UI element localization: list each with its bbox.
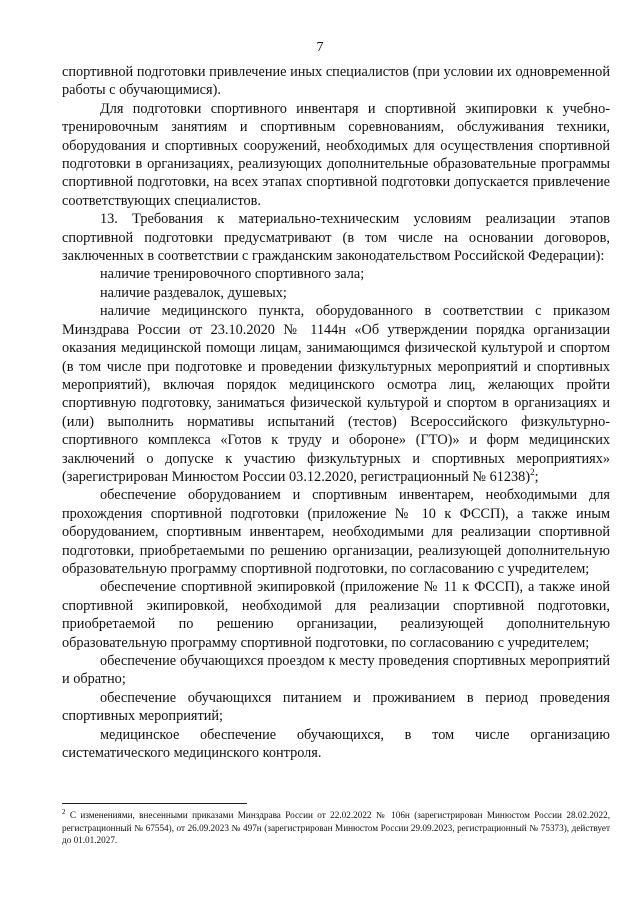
paragraph: обеспечение обучающихся проездом к месту проведения спортивных мероприятий и обратно;	[62, 653, 610, 688]
paragraph: обеспечение спортивной экипировкой (приложение № 11 к ФССП), а также иной спортивной экипировкой, необходимой для реализации спортивной подготовки, приобретаемой по решению организации, реализующей дополнительную образовательную программу спортивной подготовки, по согласованию с учредителем;	[62, 579, 610, 651]
body-text	[62, 63, 610, 762]
paragraph: обеспечение обучающихся питанием и проживанием в период проведения спортивных мероприятий;	[62, 689, 610, 725]
paragraph: медицинское обеспечение обучающихся, в том числе организацию систематического медицинского контроля.	[62, 726, 610, 762]
paragraph: Для подготовки спортивного инвентаря и спортивной экипировки к учебно-тренировочным занятиям и спортивным соревнованиям, обслуживания техники, оборудования и спортивных сооружений, необходимых для осуществления спортивной подготовки в организациях, реализующих дополнительные образовательные программы спортивной подготовки, на всех этапах спортивной подготовки допускается привлечение соответствующих специалистов.	[62, 100, 610, 209]
footnote-reference: 2	[530, 467, 535, 478]
paragraph: 13. Требования к материально-техническим условиям реализации этапов спортивной подготовки предусматривают (в том числе на основании договоров, заключенных в соответствии с гражданским законодательством Российской Федерации):	[62, 211, 610, 265]
paragraph: наличие раздевалок, душевых;	[100, 284, 287, 301]
footnotes	[62, 809, 610, 847]
paragraph: спортивной подготовки привлечение иных специалистов (при условии их одновременной работы с обучающимися).	[62, 64, 610, 99]
paragraph: обеспечение оборудованием и спортивным инвентарем, необходимыми для прохождения спортивной подготовки (приложение № 10 к ФССП), а также иным оборудованием, спортивным инвентарем, необходимыми для реализации спортивной подготовки, приобретаемыми по решению организации, реализующей дополнительную образовательную программу спортивной подготовки, по согласованию с учредителем;	[62, 487, 610, 577]
footnote-text: С изменениями, внесенными приказами Минздрава России от 22.02.2022 № 106н (зарегистрирован Минюстом России 28.02.2022, регистрационный № 67554), от 26.09.2023 № 497н (зарегистрирован Минюстом России 29.09.2023, регистрационный № 75373), действует до 01.01.2027.	[62, 810, 610, 846]
page-number: 7	[316, 40, 324, 55]
paragraph: наличие медицинского пункта, оборудованного в соответствии с приказом Минздрава России от 23.10.2020 № 1144н «Об утверждении порядка организации оказания медицинской помощи лицам, занимающимся физической культурой и спортом (в том числе при подготовке и проведении физкультурных мероприятий и спортивных мероприятий), включая порядок медицинского осмотра лиц, желающих пройти спортивную подготовку, заниматься физической культурой и спортом в организациях и (или) выполнить нормативы испытаний (тестов) Всероссийского физкультурно-спортивного комплекса «Готов к труду и обороне» (ГТО)» и форм медицинских заключений о допуске к участию физкультурных и спортивных мероприятиях» (зарегистрирован Минюстом России 03.12.2020, регистрационный № 61238)$^2$;	[62, 303, 610, 485]
footnote	[62, 809, 610, 847]
paragraph: наличие тренировочного спортивного зала;	[100, 266, 365, 283]
footnote-marker: 2	[62, 807, 66, 816]
footnote-separator	[62, 803, 247, 804]
